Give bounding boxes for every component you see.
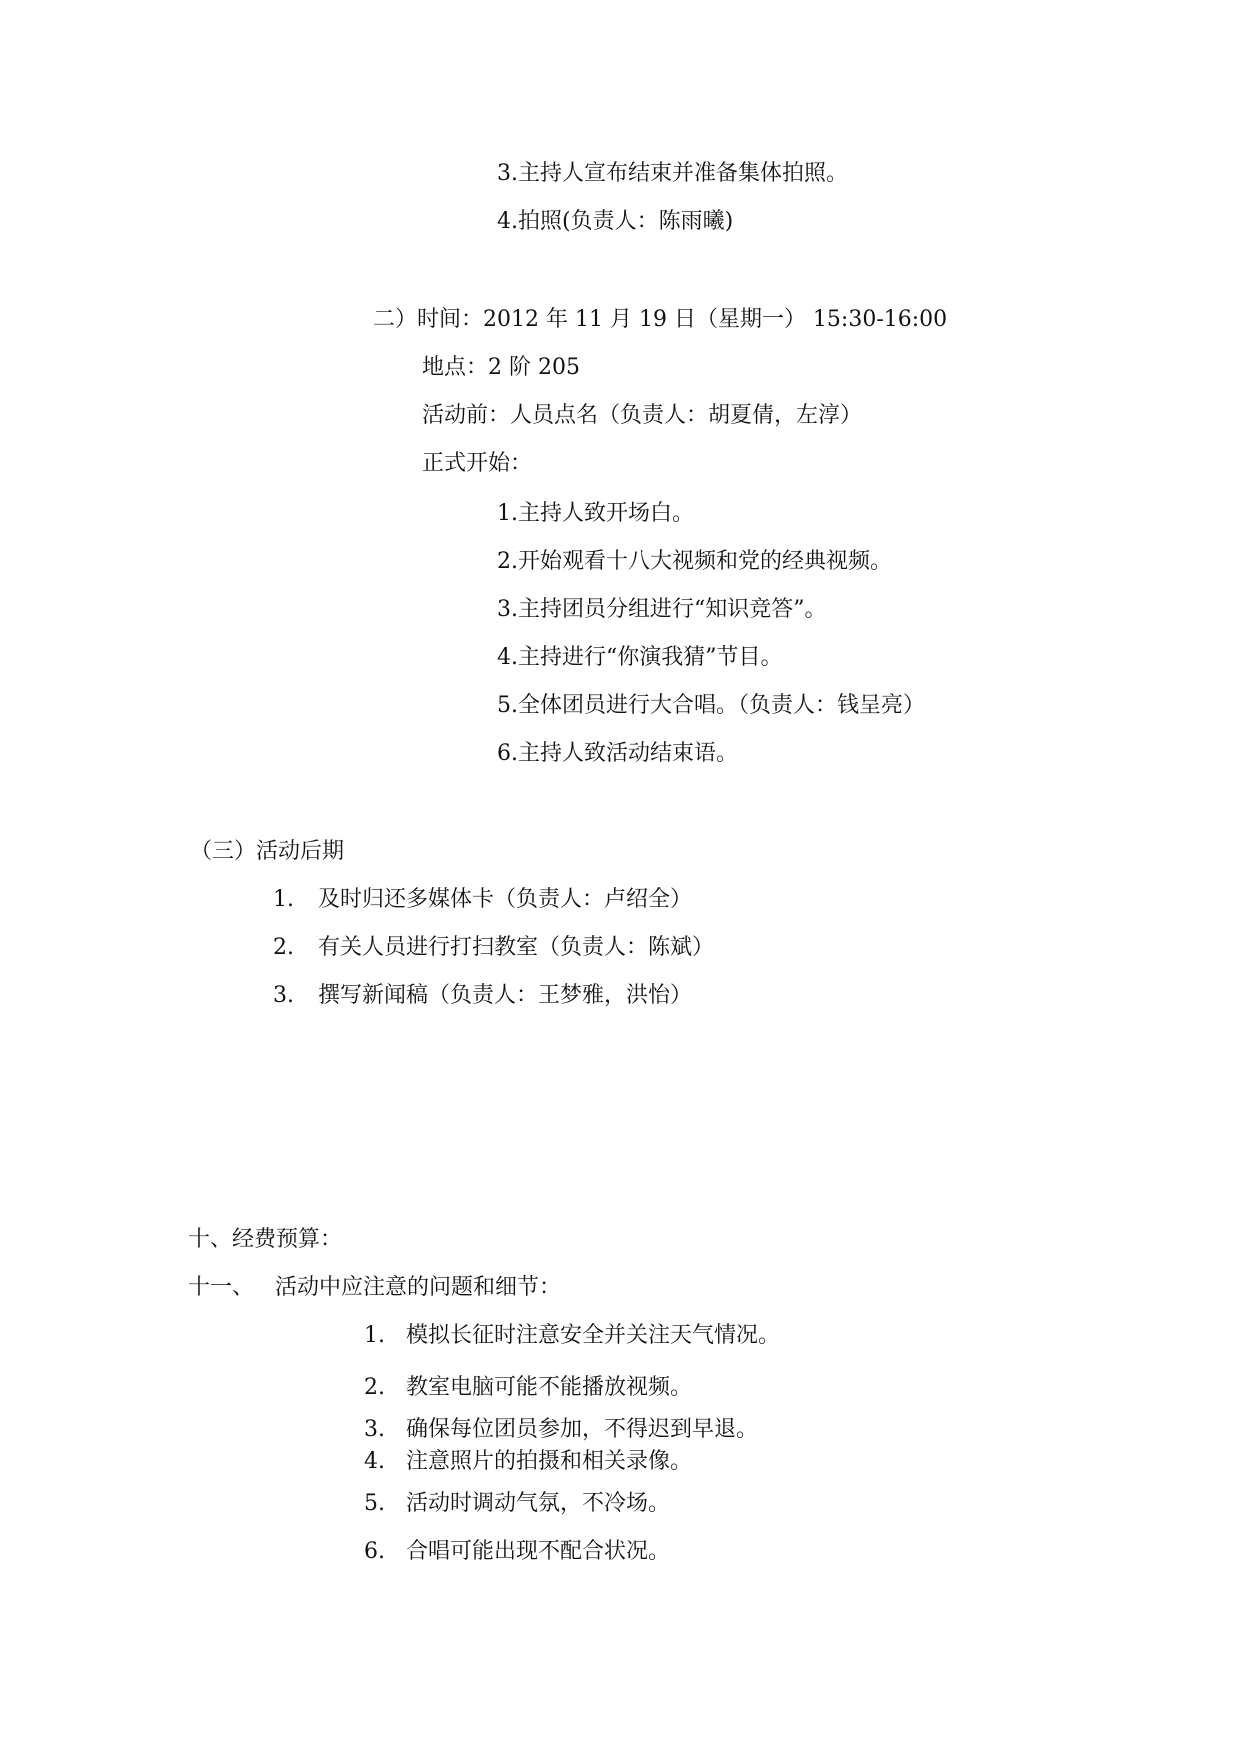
list-item: 模拟长征时注意安全并关注天气情况。 [406,1323,781,1348]
step-item: 4.主持进行“你演我猜”节目。 [497,645,783,670]
step-item: 2.开始观看十八大视频和党的经典视频。 [497,549,892,574]
list-number: 1. [273,887,294,912]
notes-heading: 活动中应注意的问题和细节： [275,1275,562,1300]
list-number: 3. [273,983,294,1008]
host-announce-end: 3.主持人宣布结束并准备集体拍照。 [497,161,848,186]
list-number: 6. [364,1539,385,1564]
list-item: 教室电脑可能不能播放视频。 [406,1375,693,1400]
list-number: 5. [364,1491,385,1516]
section2-start: 正式开始： [422,451,533,476]
list-number: 3. [364,1417,385,1442]
step-item: 3.主持团员分组进行“知识竞答”。 [497,597,827,622]
list-number: 2. [364,1375,385,1400]
step-item: 1.主持人致开场白。 [497,501,694,526]
section2-time: 二）时间：2012 年 11 月 19 日（星期一） 15:30-16:00 [373,307,948,332]
list-number: 4. [364,1449,385,1474]
list-item: 合唱可能出现不配合状况。 [406,1539,671,1564]
list-item: 活动时调动气氛，不冷场。 [406,1491,671,1516]
list-number: 1. [364,1323,385,1348]
section2-location: 地点：2 阶 205 [422,355,580,380]
notes-number: 十一、 [188,1275,255,1300]
list-item: 有关人员进行打扫教室（负责人：陈斌） [318,935,715,960]
section3-heading: （三）活动后期 [190,839,345,864]
list-item: 撰写新闻稿（负责人：王梦雅，洪怡） [318,983,693,1008]
step-item: 6.主持人致活动结束语。 [497,741,738,766]
list-number: 2. [273,935,294,960]
section2-before: 活动前：人员点名（负责人：胡夏倩，左淳） [422,403,863,428]
budget-heading: 十、经费预算： [188,1227,343,1252]
step-item: 5.全体团员进行大合唱。（负责人：钱呈亮） [497,693,925,718]
list-item: 及时归还多媒体卡（负责人：卢绍全） [318,887,693,912]
list-item: 注意照片的拍摄和相关录像。 [406,1449,693,1474]
photo-item: 4.拍照(负责人：陈雨曦) [497,209,734,234]
list-item: 确保每位团员参加，不得迟到早退。 [406,1417,759,1442]
